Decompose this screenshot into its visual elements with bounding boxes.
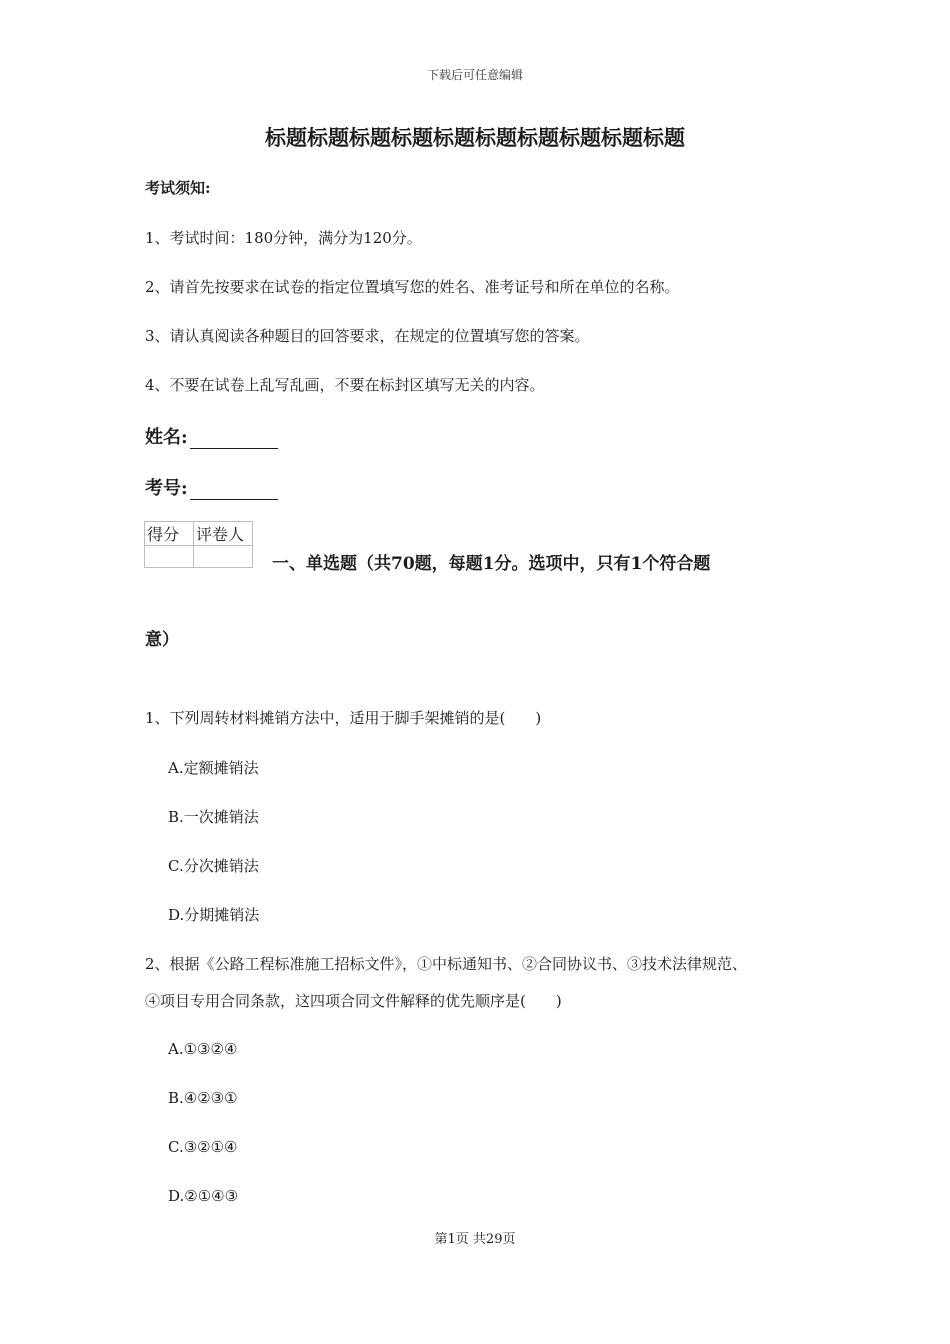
grader-cell[interactable] (194, 546, 253, 568)
score-cell[interactable] (145, 546, 194, 568)
id-field (145, 474, 278, 500)
question-1-option-a[interactable]: A.定额摊销法 (168, 759, 259, 777)
notice-item: 2、请首先按要求在试卷的指定位置填写您的姓名、准考证号和所在单位的名称。 (145, 278, 680, 296)
name-field (145, 423, 278, 449)
grader-header: 评卷人 (194, 522, 253, 546)
question-2-option-a[interactable]: A.①③②④ (168, 1040, 238, 1058)
id-blank[interactable] (190, 481, 278, 500)
question-2: 2、根据《公路工程标准施工招标文件》，①中标通知书、②合同协议书、③技术法律规范、 (145, 955, 748, 973)
question-1-option-c[interactable]: C.分次摊销法 (168, 857, 259, 875)
question-1: 1、下列周转材料摊销方法中，适用于脚手架摊销的是( ) (145, 709, 542, 727)
question-2-option-d[interactable]: D.②①④③ (168, 1187, 239, 1205)
notice-item: 4、不要在试卷上乱写乱画，不要在标封区填写无关的内容。 (145, 376, 545, 394)
question-1-option-d[interactable]: D.分期摊销法 (168, 906, 260, 924)
exam-title: 标题标题标题标题标题标题标题标题标题标题 (265, 125, 685, 150)
notice-item: 3、请认真阅读各种题目的回答要求，在规定的位置填写您的答案。 (145, 327, 590, 345)
notice-item: 1、考试时间：180分钟，满分为120分。 (145, 229, 422, 247)
section-title: 一、单选题（共70题，每题1分。选项中，只有1个符合题 (272, 554, 711, 574)
page-footer: 第1页 共29页 (434, 1232, 516, 1247)
name-label: 姓名: (145, 427, 188, 448)
score-header: 得分 (145, 522, 194, 546)
question-2-continued: ④项目专用合同条款，这四项合同文件解释的优先顺序是( ) (145, 992, 562, 1010)
name-blank[interactable] (190, 430, 278, 449)
question-1-option-b[interactable]: B.一次摊销法 (168, 808, 259, 826)
question-2-option-c[interactable]: C.③②①④ (168, 1138, 238, 1156)
page-header: 下载后可任意编辑 (426, 68, 523, 82)
id-label: 考号: (145, 478, 188, 499)
score-table (144, 521, 253, 568)
section-title-continued: 意） (145, 630, 179, 650)
notice-heading: 考试须知: (145, 179, 211, 197)
question-2-option-b[interactable]: B.④②③① (168, 1089, 238, 1107)
